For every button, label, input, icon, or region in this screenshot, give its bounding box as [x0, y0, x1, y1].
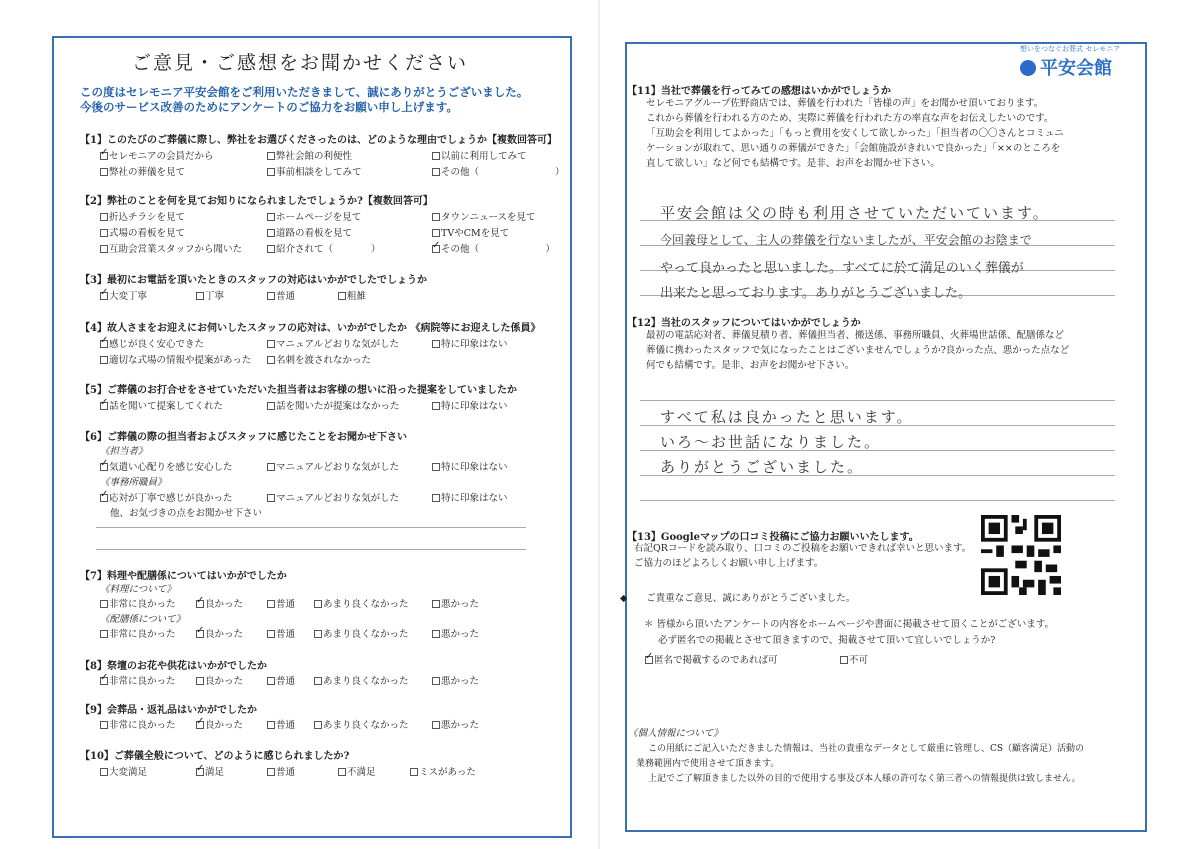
- checkbox[interactable]: [432, 630, 440, 638]
- q7-option[interactable]: あまり良くなかった: [314, 596, 409, 610]
- checkbox[interactable]: [100, 494, 108, 502]
- publish-note: ＊ 皆様から頂いたアンケートの内容をホームページや書面に掲載させて頂くことがございます。: [644, 619, 1055, 630]
- q13-body: 右記QRコードを読み取り、口コミのご投稿をお願いできれば幸いと思います。 ご協力のほどよろしくお願い申し上げます。: [634, 543, 972, 569]
- checkbox[interactable]: [338, 768, 346, 776]
- q2-option[interactable]: TVやCMを見て: [432, 225, 509, 239]
- q10-title: 【10】ご葬儀全般について、どのように感じられましたか?: [80, 751, 350, 762]
- q3-option[interactable]: 粗雑: [338, 288, 366, 302]
- checkbox[interactable]: [100, 229, 108, 237]
- checkbox[interactable]: [100, 600, 108, 608]
- q4-option[interactable]: ✓感じが良く安心できた: [100, 336, 204, 350]
- checkbox[interactable]: [100, 340, 108, 348]
- answer-line: [640, 400, 1115, 401]
- q7-option[interactable]: あまり良くなかった: [314, 626, 409, 640]
- qr-code[interactable]: [981, 515, 1061, 595]
- checkbox[interactable]: [267, 494, 275, 502]
- publish-option-anonymous[interactable]: ✓匿名で掲載するのであれば可: [645, 652, 778, 666]
- q6-option[interactable]: 特に印象はない: [432, 490, 508, 504]
- handwritten-answer: 今回義母として、主人の葬儀を行ないましたが、平安会館のお陰まで: [660, 233, 1032, 247]
- q9-title: 【9】会葬品・返礼品はいかがでしたか: [80, 705, 257, 716]
- q9-option[interactable]: 非常に良かった: [100, 717, 176, 731]
- checkbox[interactable]: [267, 630, 275, 638]
- q9-option[interactable]: あまり良くなかった: [314, 717, 409, 731]
- q1-option[interactable]: 弊社の葬儀を見て: [100, 164, 185, 178]
- q2-option[interactable]: 道路の看板を見て: [267, 225, 352, 239]
- checkbox[interactable]: [840, 656, 848, 664]
- q4-option[interactable]: 適切な式場の情報や提案があった: [100, 352, 251, 366]
- brand-tagline: 想いをつなぐお葬式 セレモニア: [1020, 45, 1121, 53]
- checkbox[interactable]: [196, 721, 204, 729]
- checkbox[interactable]: [100, 245, 108, 253]
- checkbox[interactable]: [314, 677, 322, 685]
- checkbox[interactable]: [314, 721, 322, 729]
- handwritten-answer: ありがとうございました。: [660, 458, 865, 476]
- q8-option[interactable]: 普通: [267, 673, 295, 687]
- q8-option[interactable]: あまり良くなかった: [314, 673, 409, 687]
- privacy-body: この用紙にご記入いただきました情報は、当社の貴重なデータとして厳重に管理し、CS（顧客満足）活動の 業務範囲内で使用させて頂きます。 上記でご了解頂きました以外の目的で使用する事及び本人様の許可なく第三者への情報提供は致しません。: [636, 744, 1085, 784]
- checkbox[interactable]: [267, 600, 275, 608]
- q6-option[interactable]: マニュアルどおりな気がした: [267, 459, 399, 473]
- q3-option[interactable]: ✓大変丁寧: [100, 288, 147, 302]
- checkbox[interactable]: [432, 677, 440, 685]
- checkbox[interactable]: [645, 656, 653, 664]
- q6-option[interactable]: ✓応対が丁寧で感じが良かった: [100, 490, 233, 504]
- brand-name: 平安会館: [1020, 54, 1120, 80]
- checkbox[interactable]: [196, 677, 204, 685]
- q6-option[interactable]: ✓気遣い心配りを感じ安心した: [100, 459, 233, 473]
- q7-option[interactable]: ✓ 良かった: [196, 596, 243, 610]
- survey-page-right: [600, 0, 1200, 849]
- q7-option[interactable]: ✓ 良かった: [196, 626, 243, 640]
- intro-line: この度はセレモニア平安会館をご利用いただきまして、誠にありがとうございました。: [80, 85, 529, 99]
- q10-option[interactable]: 大変満足: [100, 764, 147, 778]
- checkbox[interactable]: [100, 356, 108, 364]
- checkbox[interactable]: [410, 768, 418, 776]
- q10-option[interactable]: ミスがあった: [410, 764, 476, 778]
- checkbox[interactable]: [432, 494, 440, 502]
- q11-title: 【11】当社で葬儀を行ってみての感想はいかがでしょうか: [627, 86, 891, 97]
- q4-option[interactable]: 特に印象はない: [432, 336, 508, 350]
- q6-other-label: 他、お気づきの点をお聞かせ下さい: [110, 508, 263, 519]
- q2-option[interactable]: タウンニュースを見て: [432, 209, 536, 223]
- q2-option[interactable]: 紹介されて（ ）: [267, 241, 381, 255]
- checkbox[interactable]: [100, 292, 108, 300]
- q12-body: 最初の電話応対者、葬儀見積り者、葬儀担当者、搬送係、事務所職員、火葬場世話係、配膳係など 葬儀に携わったスタッフで気になったことはございませんでしょうか?良かった点、悪かった点など 何でも結構です。是非、お声をお聞かせ下さい。: [646, 330, 1070, 371]
- q2-option[interactable]: ホームページを見て: [267, 209, 361, 223]
- checkbox[interactable]: [100, 630, 108, 638]
- answer-line: [640, 500, 1115, 501]
- checkbox[interactable]: [432, 213, 440, 221]
- q10-option[interactable]: 不満足: [338, 764, 376, 778]
- handwritten-answer: いろ〜お世話になりました。: [660, 433, 882, 451]
- checkbox[interactable]: [267, 229, 275, 237]
- checkbox[interactable]: [267, 721, 275, 729]
- q12-title: 【12】当社のスタッフについてはいかがでしょうか: [627, 318, 861, 329]
- handwritten-answer: 出来たと思っております。ありがとうございました。: [660, 286, 971, 301]
- checkbox[interactable]: [432, 463, 440, 471]
- checkbox[interactable]: [100, 402, 108, 410]
- q6-title: 【6】ご葬儀の際の担当者およびスタッフに感じたことをお聞かせ下さい: [80, 432, 407, 443]
- q9-option[interactable]: 普通: [267, 717, 295, 731]
- checkbox[interactable]: [267, 245, 275, 253]
- q7-option[interactable]: 悪かった: [432, 626, 479, 640]
- checkbox[interactable]: [314, 630, 322, 638]
- q3-option[interactable]: 普通: [267, 288, 295, 302]
- q2-option[interactable]: 互助会営業スタッフから聞いた: [100, 241, 242, 255]
- q1-option[interactable]: ✓セレモニアの会員だから: [100, 148, 214, 162]
- checkbox[interactable]: [432, 245, 440, 253]
- checkbox[interactable]: [314, 600, 322, 608]
- q6-option[interactable]: 特に印象はない: [432, 459, 508, 473]
- q1-title: 【1】このたびのご葬儀に際し、弊社をお選びくださったのは、どのような理由でしょうか【複数回答可】: [80, 135, 557, 146]
- intro-line: 今後のサービス改善のためにアンケートのご協力をお願い申し上げます。: [80, 100, 458, 114]
- publish-option-decline[interactable]: 不可: [840, 652, 868, 666]
- q1-option[interactable]: その他（ ）: [432, 164, 565, 178]
- q8-option[interactable]: ✓非常に良かった: [100, 673, 176, 687]
- q9-option[interactable]: ✓ 良かった: [196, 717, 243, 731]
- q7-option[interactable]: 普通: [267, 626, 295, 640]
- q1-option[interactable]: 弊社会館の利便性: [267, 148, 352, 162]
- handwritten-answer: やって良かったと思いました。すべてに於て満足のいく葬儀が: [660, 261, 1024, 276]
- q2-option[interactable]: ✓ その他（ ）: [432, 241, 555, 255]
- brand-mark-icon: [1020, 60, 1036, 76]
- checkbox[interactable]: [267, 168, 275, 176]
- q8-title: 【8】祭壇のお花や供花はいかがでしたか: [80, 661, 267, 672]
- q10-option[interactable]: 普通: [267, 764, 295, 778]
- q5-option[interactable]: 特に印象はない: [432, 398, 508, 412]
- q4-option[interactable]: マニュアルどおりな気がした: [267, 336, 399, 350]
- checkbox[interactable]: [196, 768, 204, 776]
- q1-option[interactable]: 事前相談をしてみて: [267, 164, 362, 178]
- q10-option[interactable]: ✓ 満足: [196, 764, 224, 778]
- checkbox[interactable]: [100, 768, 108, 776]
- checkbox[interactable]: [338, 292, 346, 300]
- q5-title: 【5】ご葬儀のお打合せをさせていただいた担当者はお客様の想いに沿った提案をしていましたか: [80, 385, 517, 396]
- brand-logo: [1020, 44, 1120, 80]
- privacy-title: 《個人情報について》: [628, 728, 723, 739]
- checkbox[interactable]: [100, 463, 108, 471]
- q2-title: 【2】弊社のことを何を見てお知りになられましたでしょうか?【複数回答可】: [80, 196, 433, 207]
- checkbox[interactable]: [267, 402, 275, 410]
- q4-title: 【4】故人さまをお迎えにお伺いしたスタッフの応対は、いかがでしたか 《病院等にお迎えした係員》: [80, 323, 541, 334]
- handwritten-answer: すべて私は良かったと思います。: [660, 408, 914, 426]
- q6-subheading: 《担当者》: [100, 446, 148, 457]
- checkbox[interactable]: [432, 721, 440, 729]
- q6-option[interactable]: マニュアルどおりな気がした: [267, 490, 399, 504]
- checkbox[interactable]: [196, 600, 204, 608]
- q7-subheading: 《配膳係について》: [100, 614, 186, 625]
- checkbox[interactable]: [267, 340, 275, 348]
- checkbox[interactable]: [432, 229, 440, 237]
- q3-title: 【3】最初にお電話を頂いたときのスタッフの対応はいかがでしたでしょうか: [80, 275, 427, 286]
- q7-option[interactable]: 普通: [267, 596, 295, 610]
- q7-title: 【7】料理や配膳係についてはいかがでしたか: [80, 571, 287, 582]
- checkbox[interactable]: [100, 213, 108, 221]
- checkbox[interactable]: [196, 292, 204, 300]
- thanks-text: ◆ ご貴重なご意見、誠にありがとうございました。: [620, 593, 856, 604]
- checkbox[interactable]: [267, 152, 275, 160]
- q2-option[interactable]: 式場の看板を見て: [100, 225, 185, 239]
- checkbox[interactable]: [267, 768, 275, 776]
- q1-option[interactable]: 以前に利用してみて: [432, 148, 527, 162]
- checkbox[interactable]: [100, 152, 108, 160]
- checkbox[interactable]: [432, 152, 440, 160]
- q13-title: 【13】Googleマップの口コミ投稿にご協力お願いいたします。: [627, 532, 919, 543]
- q11-body: セレモニアグループ佐野商店では、葬儀を行われた「皆様の声」をお聞かせ頂いております。 これから葬儀を行われる方のため、実際に葬儀を行われた方の率直な声をお伝えしたいのです。 「互助会を利用してよかった」「もっと費用を安くして欲しかった」「担当者の〇〇さんとコミュニ ケーションが取れて、思い通りの葬儀ができた」「会館施設がきれいで良かった」「××のところを 直して欲しい」など何でも結構です。是非、お声をお聞かせ下さい。: [646, 98, 1064, 169]
- checkbox[interactable]: [267, 213, 275, 221]
- checkbox[interactable]: [100, 721, 108, 729]
- checkbox[interactable]: [100, 168, 108, 176]
- q5-option[interactable]: 話を聞いたが提案はなかった: [267, 398, 400, 412]
- q2-option[interactable]: 折込チラシを見て: [100, 209, 185, 223]
- q7-option[interactable]: 非常に良かった: [100, 626, 176, 640]
- q8-option[interactable]: 悪かった: [432, 673, 479, 687]
- q7-option[interactable]: 非常に良かった: [100, 596, 176, 610]
- q6-subheading: 《事務所職員》: [100, 477, 167, 488]
- q4-option[interactable]: 名刺を渡されなかった: [267, 352, 371, 366]
- checkbox[interactable]: [432, 402, 440, 410]
- q9-option[interactable]: 悪かった: [432, 717, 479, 731]
- checkbox[interactable]: [432, 600, 440, 608]
- checkbox[interactable]: [267, 356, 275, 364]
- checkbox[interactable]: [267, 463, 275, 471]
- q5-option[interactable]: ✓話を聞いて提案してくれた: [100, 398, 223, 412]
- answer-line: [96, 527, 526, 528]
- checkbox[interactable]: [267, 292, 275, 300]
- handwritten-answer: 平安会館は父の時も利用させていただいています。: [660, 204, 1050, 222]
- q8-option[interactable]: 良かった: [196, 673, 243, 687]
- checkbox[interactable]: [432, 168, 440, 176]
- checkbox[interactable]: [267, 677, 275, 685]
- page-title: ご意見・ご感想をお聞かせください: [131, 52, 468, 74]
- checkbox[interactable]: [196, 630, 204, 638]
- publish-question: 必ず匿名での掲載とさせて頂きますので、掲載させて頂いて宜しいでしょうか?: [658, 635, 996, 646]
- q7-subheading: 《料理について》: [100, 584, 176, 595]
- checkbox[interactable]: [432, 340, 440, 348]
- q3-option[interactable]: 丁寧: [196, 288, 224, 302]
- answer-line: [96, 549, 526, 550]
- checkbox[interactable]: [100, 677, 108, 685]
- intro-text: [80, 85, 528, 115]
- q7-option[interactable]: 悪かった: [432, 596, 479, 610]
